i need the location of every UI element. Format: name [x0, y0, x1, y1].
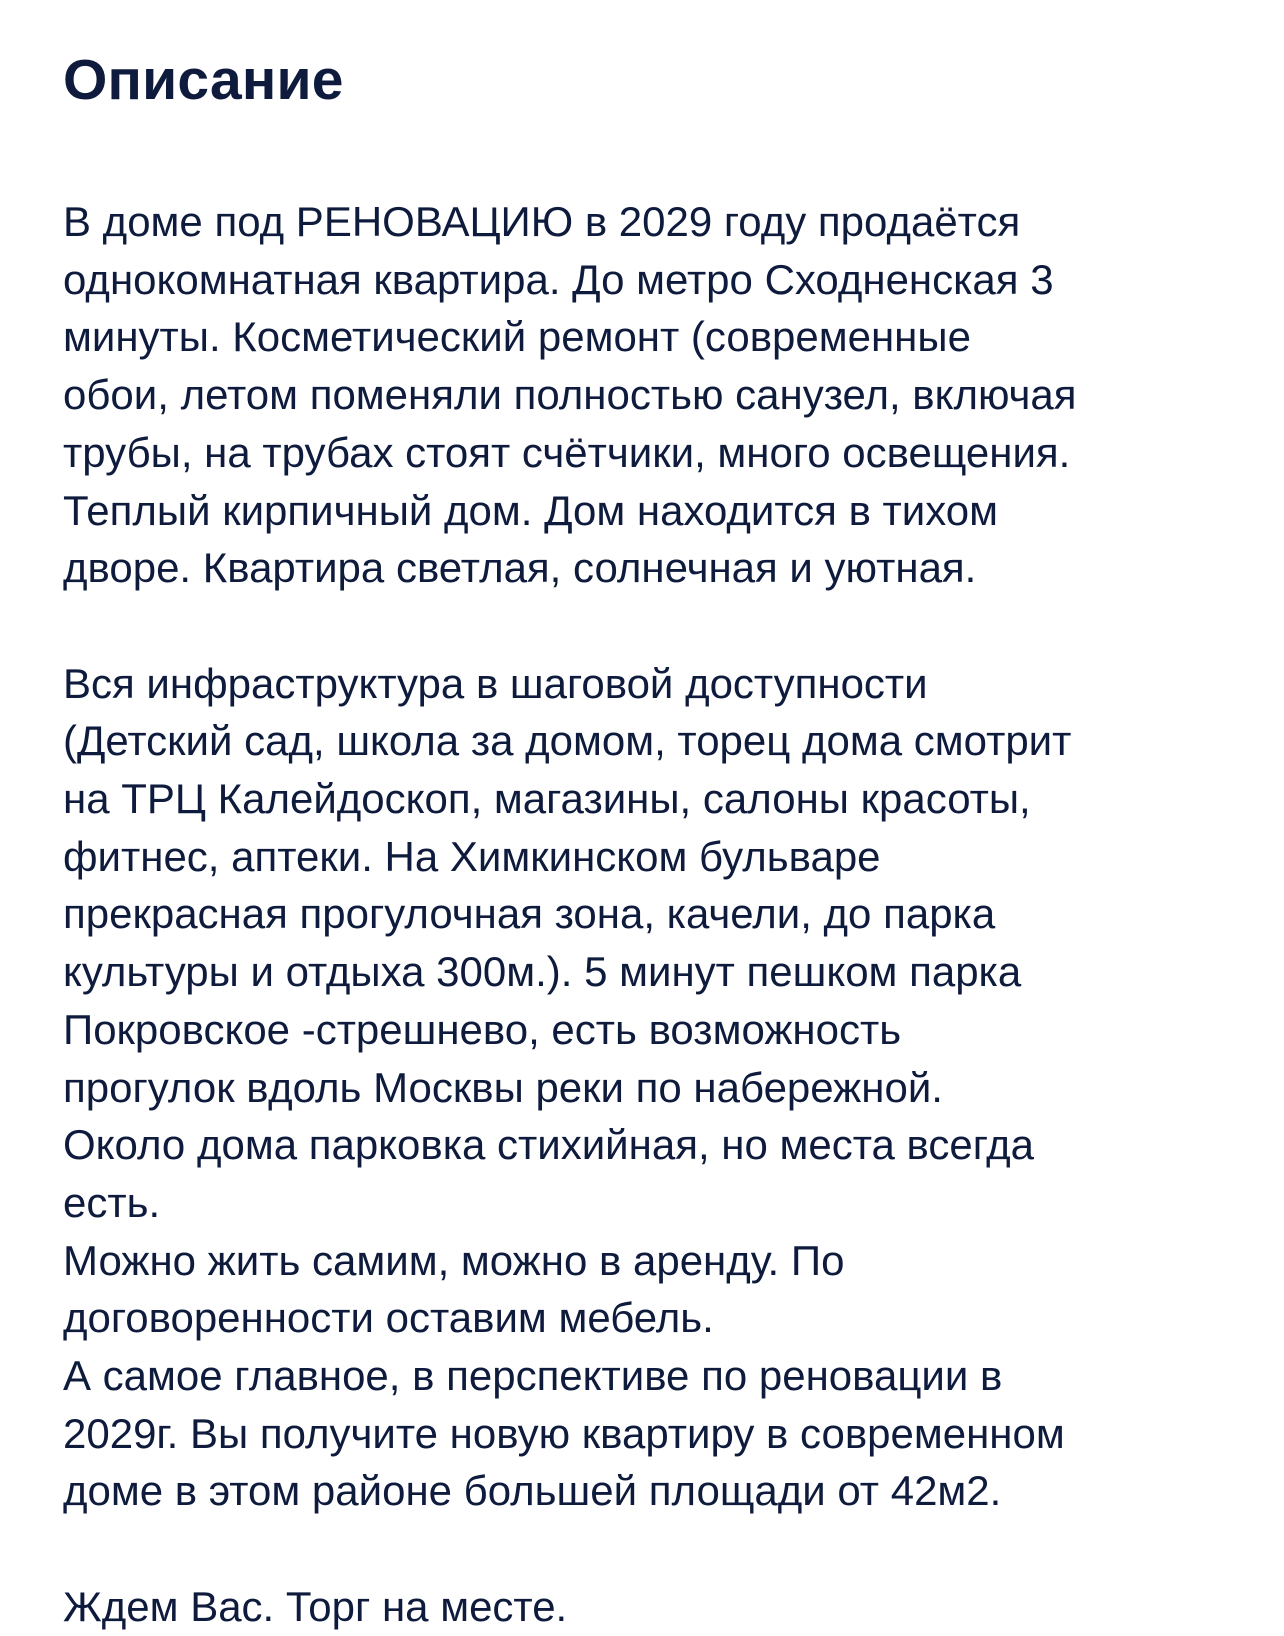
section-title: Описание — [63, 48, 344, 112]
text-line: минуты. Косметический ремонт (современные — [63, 313, 971, 361]
paragraph-gap — [63, 1520, 1233, 1578]
paragraph-gap — [63, 597, 1233, 655]
text-line: договоренности оставим мебель. — [63, 1294, 714, 1342]
text-line: трубы, на трубах стоят счётчики, много освещения. — [63, 428, 1071, 476]
text-line: А самое главное, в перспективе по реновации в — [63, 1352, 1003, 1400]
text-line: есть. — [63, 1178, 161, 1226]
text-line: Покровское -стрешнево, есть возможность — [63, 1005, 902, 1053]
text-line: (Детский сад, школа за домом, торец дома смотрит — [63, 717, 1072, 765]
text-line: прогулок вдоль Москвы реки по набережной. — [63, 1063, 943, 1111]
text-line: Можно жить самим, можно в аренду. По — [63, 1236, 845, 1284]
description-section — [63, 44, 1233, 1636]
text-line: 2029г. Вы получите новую квартиру в современном — [63, 1409, 1065, 1457]
text-line: Теплый кирпичный дом. Дом находится в тихом — [63, 486, 999, 534]
text-line: Ждем Вас. Торг на месте. — [63, 1582, 568, 1630]
text-line: однокомнатная квартира. До метро Сходненская 3 — [63, 255, 1054, 303]
text-line: доме в этом районе большей площади от 42м2. — [63, 1467, 1002, 1515]
text-line: прекрасная прогулочная зона, качели, до парка — [63, 890, 996, 938]
text-line: фитнес, аптеки. На Химкинском бульваре — [63, 832, 881, 880]
text-line: В доме под РЕНОВАЦИЮ в 2029 году продаётся — [63, 198, 1021, 245]
text-line: на ТРЦ Калейдоскоп, магазины, салоны красоты, — [63, 775, 1031, 823]
text-line: дворе. Квартира светлая, солнечная и уютная. — [63, 544, 977, 592]
text-line: Около дома парковка стихийная, но места всегда — [63, 1121, 1035, 1169]
text-line: культуры и отдыха 300м.). 5 минут пешком парка — [63, 948, 1022, 996]
text-line: Вся инфраструктура в шаговой доступности — [63, 659, 928, 707]
description-text — [63, 193, 1233, 1636]
text-line: обои, летом поменяли полностью санузел, включая — [63, 371, 1077, 419]
